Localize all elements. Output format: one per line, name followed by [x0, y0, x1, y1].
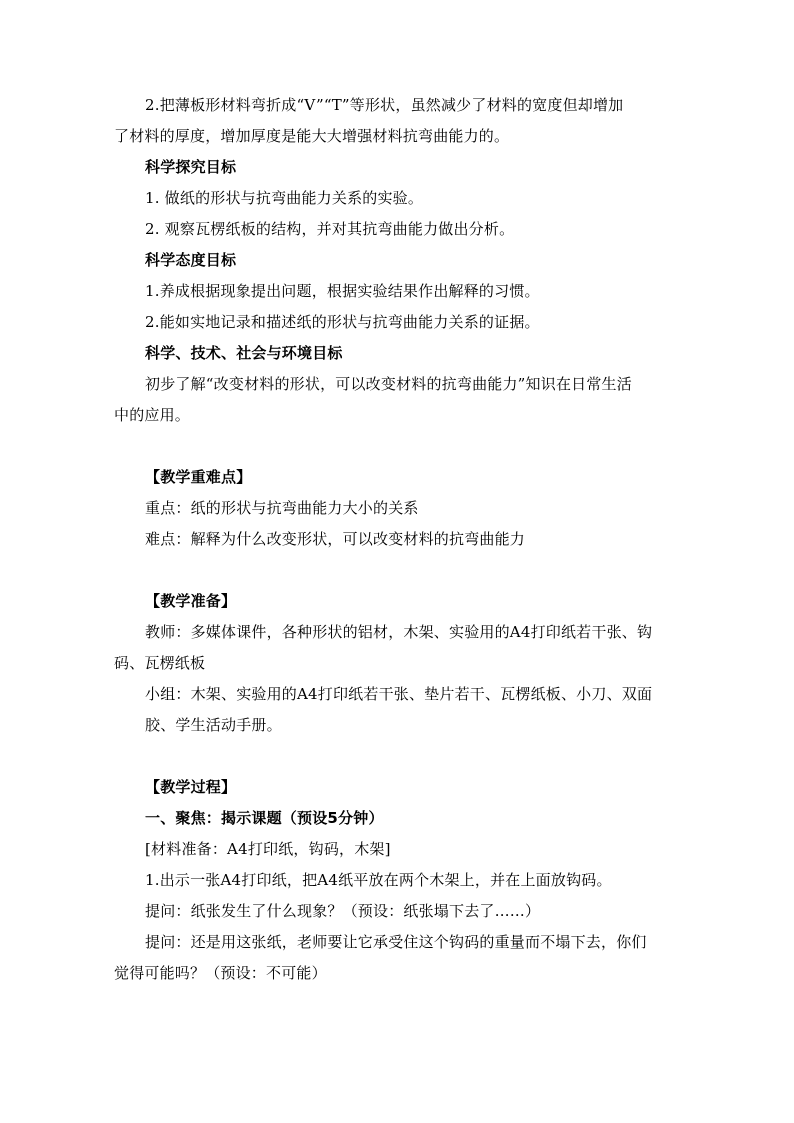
section-heading-sts: 科学、技术、社会与环境目标 — [145, 344, 343, 362]
subsection-heading: 一、聚焦：揭示课题（预设5分钟） — [145, 809, 384, 827]
paragraph-line: 初步了解“改变材料的形状，可以改变材料的抗弯曲能力”知识在日常生活 — [145, 375, 632, 393]
list-item: 1. 做纸的形状与抗弯曲能力关系的实验。 — [145, 189, 424, 207]
paragraph-line: 教师：多媒体课件，各种形状的铝材，木架、实验用的A4打印纸若干张、钩 — [145, 623, 653, 641]
materials-note: [材料准备：A4打印纸，钩码，木架] — [145, 840, 391, 858]
section-heading-attitude: 科学态度目标 — [145, 251, 237, 269]
paragraph-line: 中的应用。 — [114, 406, 191, 424]
spacer — [114, 555, 684, 586]
paragraph-line: 提问：纸张发生了什么现象？（预设：纸张塌下去了……） — [145, 902, 541, 920]
section-heading-inquiry: 科学探究目标 — [145, 158, 237, 176]
key-point: 重点：纸的形状与抗弯曲能力大小的关系 — [145, 499, 419, 517]
paragraph-line: 小组：木架、实验用的A4打印纸若干张、垫片若干、瓦楞纸板、小刀、双面 — [145, 685, 653, 703]
list-item: 2. 观察瓦楞纸板的结构，并对其抗弯曲能力做出分析。 — [145, 220, 515, 238]
section-heading-keypoints: 【教学重难点】 — [145, 468, 252, 486]
list-item: 2.能如实地记录和描述纸的形状与抗弯曲能力关系的证据。 — [145, 313, 540, 331]
spacer — [114, 741, 684, 772]
paragraph-line: 提问：还是用这张纸，老师要让它承受住这个钩码的重量而不塌下去，你们 — [145, 933, 647, 951]
paragraph-line: 胶、学生活动手册。 — [145, 716, 282, 734]
spacer — [114, 431, 684, 462]
section-heading-prep: 【教学准备】 — [145, 592, 237, 610]
paragraph-line: 2.把薄板形材料弯折成“V”“T”等形状，虽然减少了材料的宽度但却增加 — [145, 96, 624, 114]
list-item: 1.养成根据现象提出问题，根据实验结果作出解释的习惯。 — [145, 282, 540, 300]
section-heading-process: 【教学过程】 — [145, 778, 237, 796]
document-body — [114, 90, 684, 989]
paragraph-line: 觉得可能吗？（预设：不可能） — [114, 964, 327, 982]
paragraph-line: 了材料的厚度，增加厚度是能大大增强材料抗弯曲能力的。 — [114, 127, 510, 145]
paragraph-line: 1.出示一张A4打印纸，把A4纸平放在两个木架上，并在上面放钩码。 — [145, 871, 612, 889]
difficult-point: 难点：解释为什么改变形状，可以改变材料的抗弯曲能力 — [145, 530, 526, 548]
paragraph-line: 码、瓦楞纸板 — [114, 654, 206, 672]
